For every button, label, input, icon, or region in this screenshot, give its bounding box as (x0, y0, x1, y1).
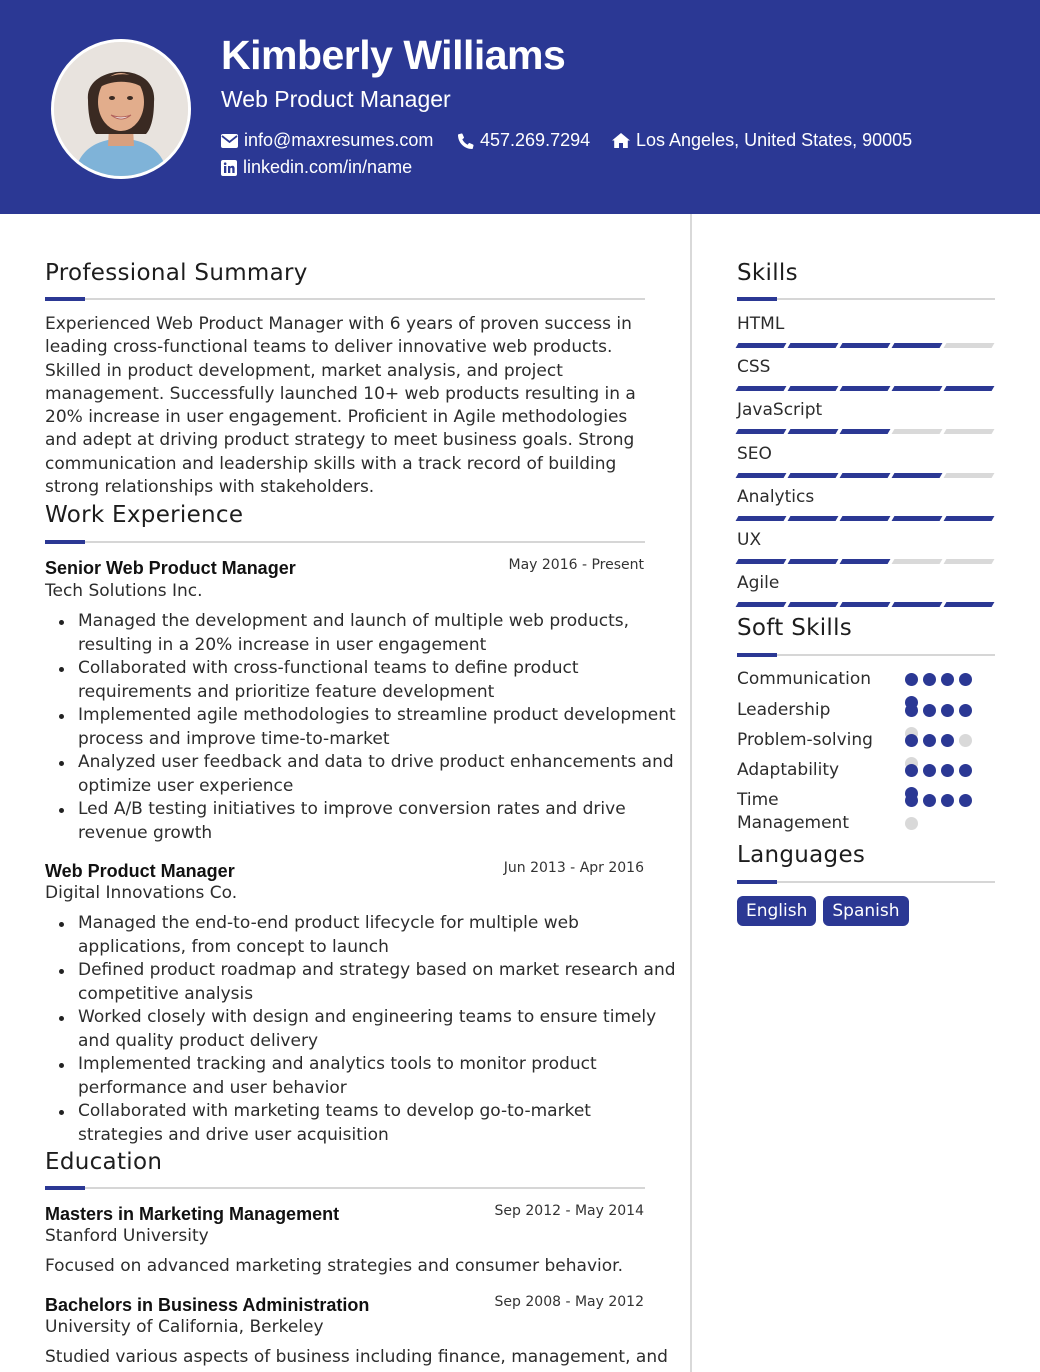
skill-level-bar (737, 602, 993, 607)
rating-dot (923, 794, 936, 807)
skill-level-segment (736, 602, 787, 607)
skill-level-bar (737, 559, 993, 564)
education-accent (45, 1186, 85, 1190)
skill-label: JavaScript (737, 400, 823, 421)
languages-heading: Languages (737, 842, 866, 868)
list-item: Defined product roadmap and strategy based on market research and competitive analysis (78, 959, 678, 1006)
skill-level-segment (840, 602, 891, 607)
rating-dot (923, 734, 936, 747)
soft-skill-label: Communication (737, 669, 871, 689)
skill-level-segment (892, 429, 943, 434)
skill-label: UX (737, 530, 762, 550)
skill-level-segment (892, 473, 943, 478)
job-2-company: Digital Innovations Co. (45, 883, 238, 903)
linkedin-text: linkedin.com/in/name (243, 157, 413, 177)
skill-level-segment (840, 473, 891, 478)
soft-skill-label: Problem-solving (737, 730, 873, 750)
skills-heading: Skills (737, 260, 798, 286)
skill-level-segment (736, 386, 787, 391)
rating-dot (941, 704, 954, 717)
mail-icon (221, 134, 238, 148)
skill-level-segment (788, 602, 839, 607)
skill-level-segment (892, 386, 943, 391)
list-item: Collaborated with marketing teams to develop go-to-market strategies and drive user acquisition (78, 1100, 678, 1147)
list-item: Implemented tracking and analytics tools to monitor product performance and user behavior (78, 1053, 678, 1100)
language-tag: English (737, 896, 816, 926)
skill-level-segment (944, 343, 995, 348)
list-item: Analyzed user feedback and data to drive product enhancements and optimize user experience (78, 751, 678, 798)
skill-level-bar (737, 386, 993, 391)
rating-dot (905, 817, 918, 830)
edu-1-degree: Masters in Marketing Management (45, 1204, 340, 1224)
skill-label: HTML (737, 314, 785, 334)
contact-location (612, 130, 912, 151)
rating-dot (923, 704, 936, 717)
edu-1-school: Stanford University (45, 1226, 209, 1246)
skill-level-segment (892, 343, 943, 348)
job-1-date: May 2016 - Present (508, 557, 644, 573)
job-1-company: Tech Solutions Inc. (45, 581, 203, 601)
avatar (51, 39, 191, 179)
rating-dot (941, 794, 954, 807)
column-divider (690, 214, 692, 1372)
language-tag: Spanish (823, 896, 908, 926)
profile-photo (54, 42, 188, 176)
skill-level-segment (944, 473, 995, 478)
rating-dot (959, 704, 972, 717)
job-title-headline: Web Product Manager (221, 86, 451, 112)
job-1-title: Senior Web Product Manager (45, 558, 296, 578)
list-item: Implemented agile methodologies to streamline product development process and improve time-to-market (78, 704, 678, 751)
rating-dot (941, 764, 954, 777)
summary-heading: Professional Summary (45, 260, 308, 286)
edu-1-description: Focused on advanced marketing strategies and consumer behavior. (45, 1256, 623, 1276)
soft-skill-label: Leadership (737, 700, 831, 720)
job-2-bullets (45, 912, 678, 1147)
skills-accent (737, 297, 777, 301)
job-2-date: Jun 2013 - Apr 2016 (503, 860, 644, 876)
skill-level-segment (736, 473, 787, 478)
skill-level-segment (944, 559, 995, 564)
skill-level-segment (788, 386, 839, 391)
soft-skill-label: Time Management (737, 790, 849, 833)
candidate-name: Kimberly Williams (221, 32, 566, 78)
linkedin-icon (221, 160, 237, 176)
summary-accent (45, 297, 85, 301)
skill-level-segment (944, 602, 995, 607)
list-item: Collaborated with cross-functional teams to define product requirements and prioritize feature development (78, 657, 678, 704)
rating-dot (923, 673, 936, 686)
skill-level-segment (788, 343, 839, 348)
rating-dot (905, 704, 918, 717)
skill-level-bar (737, 343, 993, 348)
rating-dot (923, 764, 936, 777)
skill-level-segment (788, 516, 839, 521)
soft-skills-heading: Soft Skills (737, 615, 853, 641)
rating-dot (941, 734, 954, 747)
skill-label: CSS (737, 357, 771, 378)
edu-2-degree: Bachelors in Business Administration (45, 1295, 370, 1315)
contact-linkedin[interactable] (221, 157, 412, 178)
job-2-title: Web Product Manager (45, 861, 235, 881)
skill-level-segment (840, 343, 891, 348)
list-item: Managed the development and launch of multiple web products, resulting in a 20% increase in user engagement (78, 610, 678, 657)
phone-icon (458, 133, 474, 149)
list-item: Worked closely with design and engineering teams to ensure timely and quality product delivery (78, 1006, 678, 1053)
soft-skill-rating (905, 673, 972, 686)
skill-level-segment (840, 516, 891, 521)
summary-text: Experienced Web Product Manager with 6 years of proven success in leading cross-functional teams to deliver innovative web products. Skilled in product development, market analysis, and project management. Successfully launched 10+ web products resulting in a 20% increase in user engagement. Proficient in Agile methodologies and adept at driving product strategy to meet business goals. Strong communication and leadership skills with a track record of building strong relationships with stakeholders. (45, 314, 636, 498)
soft-skill-rating (905, 764, 972, 777)
skill-level-segment (840, 559, 891, 564)
home-icon (612, 133, 630, 148)
edu-2-school: University of California, Berkeley (45, 1317, 324, 1337)
summary-rule (45, 298, 645, 300)
rating-dot (905, 734, 918, 747)
location-text: Los Angeles, United States, 90005 (636, 130, 913, 150)
skill-label: SEO (737, 443, 772, 464)
skill-label: Analytics (737, 486, 815, 507)
contact-phone[interactable] (458, 130, 590, 151)
skill-level-bar (737, 473, 993, 478)
edu-2-date: Sep 2008 - May 2012 (494, 1294, 644, 1310)
skill-level-segment (840, 429, 891, 434)
rating-dot (959, 673, 972, 686)
skill-level-segment (892, 602, 943, 607)
edu-1-date: Sep 2012 - May 2014 (494, 1203, 644, 1219)
edu-2-description: Studied various aspects of business including finance, management, and (45, 1347, 668, 1367)
rating-dot (959, 794, 972, 807)
rating-dot (959, 734, 972, 747)
rating-dot (905, 673, 918, 686)
skill-level-bar (737, 429, 993, 434)
skill-label: Agile (737, 573, 780, 594)
list-item: Managed the end-to-end product lifecycle for multiple web applications, from concept to launch (78, 912, 678, 959)
email-text: info@maxresumes.com (244, 130, 434, 150)
skill-level-segment (788, 429, 839, 434)
education-rule (45, 1187, 645, 1189)
rating-dot (959, 764, 972, 777)
rating-dot (941, 673, 954, 686)
education-heading: Education (45, 1149, 163, 1175)
skill-level-segment (788, 473, 839, 478)
rating-dot (905, 764, 918, 777)
experience-heading: Work Experience (45, 502, 244, 528)
skill-level-segment (736, 429, 787, 434)
soft-skills-accent (737, 653, 777, 657)
job-1-bullets (45, 610, 678, 845)
languages-accent (737, 880, 777, 884)
experience-accent (45, 540, 85, 544)
skill-level-segment (736, 559, 787, 564)
skill-level-bar (737, 516, 993, 521)
skill-level-segment (788, 559, 839, 564)
rating-dot (905, 794, 918, 807)
soft-skill-label: Adaptability (737, 760, 840, 780)
skill-level-segment (892, 516, 943, 521)
skill-level-segment (736, 343, 787, 348)
skill-level-segment (944, 516, 995, 521)
soft-skill-rating (905, 734, 972, 747)
skill-level-segment (944, 386, 995, 391)
header (0, 0, 1040, 214)
soft-skill-rating (905, 794, 972, 807)
language-tags (737, 896, 909, 926)
list-item: Led A/B testing initiatives to improve conversion rates and drive revenue growth (78, 798, 678, 845)
contact-email[interactable] (221, 130, 433, 151)
skill-level-segment (840, 386, 891, 391)
phone-text: 457.269.7294 (480, 130, 591, 150)
skill-level-segment (736, 516, 787, 521)
experience-rule (45, 541, 645, 543)
skill-level-segment (944, 429, 995, 434)
soft-skill-rating (905, 704, 972, 717)
skill-level-segment (892, 559, 943, 564)
